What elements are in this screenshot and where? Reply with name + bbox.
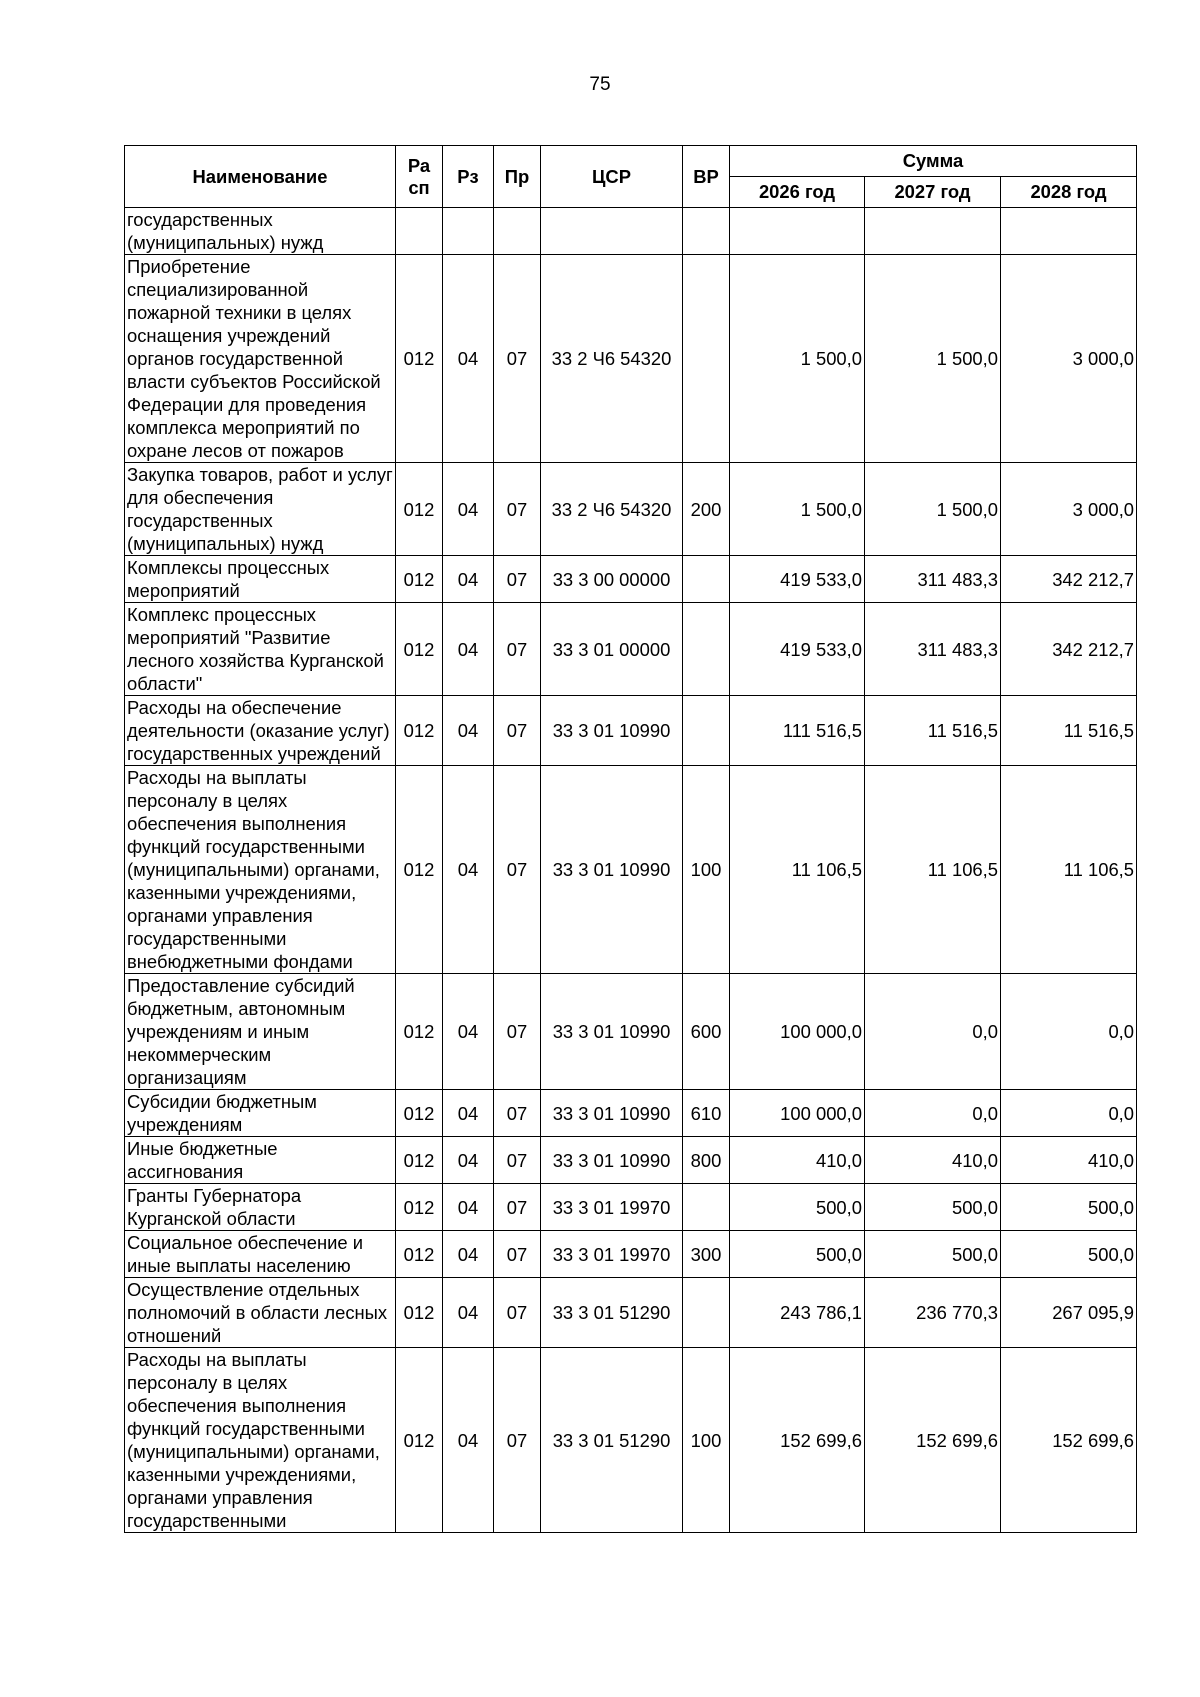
cell-sum-2026: 111 516,5 [730, 696, 865, 766]
cell-rz: 04 [443, 974, 494, 1090]
cell-sum-2026: 243 786,1 [730, 1278, 865, 1348]
cell-vr: 200 [683, 463, 730, 556]
cell-pr: 07 [494, 1231, 541, 1278]
cell-vr: 100 [683, 766, 730, 974]
cell-rz: 04 [443, 766, 494, 974]
table-row [125, 1348, 1137, 1533]
cell-name: Субсидии бюджетным учреждениям [125, 1090, 396, 1137]
cell-name: Закупка товаров, работ и услуг для обеспечения государственных (муниципальных) нужд [125, 463, 396, 556]
cell-csr: 33 3 01 10990 [541, 1090, 683, 1137]
header-2026: 2026 год [730, 177, 865, 208]
cell-sum-2028 [1001, 208, 1137, 255]
cell-rasp: 012 [396, 603, 443, 696]
cell-csr: 33 3 01 51290 [541, 1278, 683, 1348]
cell-sum-2028: 152 699,6 [1001, 1348, 1137, 1533]
cell-vr [683, 1278, 730, 1348]
cell-rasp: 012 [396, 255, 443, 463]
cell-vr [683, 1184, 730, 1231]
cell-pr: 07 [494, 1184, 541, 1231]
cell-vr [683, 603, 730, 696]
cell-sum-2028: 500,0 [1001, 1231, 1137, 1278]
cell-rasp: 012 [396, 1231, 443, 1278]
cell-csr: 33 3 00 00000 [541, 556, 683, 603]
cell-csr: 33 3 01 10990 [541, 766, 683, 974]
cell-pr: 07 [494, 766, 541, 974]
cell-sum-2028: 342 212,7 [1001, 556, 1137, 603]
table-row [125, 1231, 1137, 1278]
cell-sum-2028: 0,0 [1001, 1090, 1137, 1137]
header-rasp: Ра сп [396, 146, 443, 208]
cell-sum-2026: 11 106,5 [730, 766, 865, 974]
cell-pr: 07 [494, 603, 541, 696]
table-row [125, 1278, 1137, 1348]
cell-vr [683, 556, 730, 603]
cell-sum-2027: 311 483,3 [865, 603, 1001, 696]
table-row [125, 766, 1137, 974]
cell-rz: 04 [443, 556, 494, 603]
cell-pr [494, 208, 541, 255]
cell-vr [683, 208, 730, 255]
table-body [125, 208, 1137, 1533]
table-row [125, 1184, 1137, 1231]
cell-sum-2027: 500,0 [865, 1231, 1001, 1278]
cell-sum-2028: 267 095,9 [1001, 1278, 1137, 1348]
table-row [125, 556, 1137, 603]
cell-sum-2028: 11 106,5 [1001, 766, 1137, 974]
cell-sum-2028: 500,0 [1001, 1184, 1137, 1231]
cell-sum-2027: 500,0 [865, 1184, 1001, 1231]
cell-sum-2028: 3 000,0 [1001, 255, 1137, 463]
cell-rasp: 012 [396, 1184, 443, 1231]
cell-sum-2026: 410,0 [730, 1137, 865, 1184]
cell-sum-2026: 1 500,0 [730, 255, 865, 463]
cell-name: Расходы на выплаты персоналу в целях обеспечения выполнения функций государственными (муниципальными) органами, казенными учреждениями, органами управления государственными внебюджетными фондами [125, 766, 396, 974]
cell-csr: 33 3 01 19970 [541, 1184, 683, 1231]
header-pr: Пр [494, 146, 541, 208]
header-2027: 2027 год [865, 177, 1001, 208]
budget-table [124, 145, 1137, 1533]
cell-sum-2026: 100 000,0 [730, 1090, 865, 1137]
cell-rasp: 012 [396, 696, 443, 766]
cell-sum-2028: 3 000,0 [1001, 463, 1137, 556]
cell-rasp: 012 [396, 974, 443, 1090]
cell-vr [683, 696, 730, 766]
cell-csr: 33 3 01 19970 [541, 1231, 683, 1278]
cell-rasp: 012 [396, 766, 443, 974]
cell-pr: 07 [494, 696, 541, 766]
cell-sum-2028: 410,0 [1001, 1137, 1137, 1184]
cell-sum-2026 [730, 208, 865, 255]
cell-rasp: 012 [396, 1278, 443, 1348]
cell-csr: 33 3 01 10990 [541, 974, 683, 1090]
cell-rz: 04 [443, 463, 494, 556]
cell-name: государственных (муниципальных) нужд [125, 208, 396, 255]
cell-pr: 07 [494, 1348, 541, 1533]
cell-pr: 07 [494, 463, 541, 556]
header-sum: Сумма [730, 146, 1137, 177]
cell-sum-2027: 0,0 [865, 1090, 1001, 1137]
cell-name: Гранты Губернатора Курганской области [125, 1184, 396, 1231]
cell-sum-2027: 1 500,0 [865, 463, 1001, 556]
table-row [125, 974, 1137, 1090]
cell-rz: 04 [443, 1231, 494, 1278]
cell-sum-2027: 1 500,0 [865, 255, 1001, 463]
cell-sum-2026: 419 533,0 [730, 556, 865, 603]
cell-rz [443, 208, 494, 255]
cell-sum-2028: 11 516,5 [1001, 696, 1137, 766]
table-row [125, 696, 1137, 766]
cell-sum-2027 [865, 208, 1001, 255]
cell-rasp: 012 [396, 1348, 443, 1533]
cell-vr: 610 [683, 1090, 730, 1137]
cell-rasp: 012 [396, 556, 443, 603]
cell-rz: 04 [443, 255, 494, 463]
cell-sum-2028: 0,0 [1001, 974, 1137, 1090]
table-row [125, 463, 1137, 556]
cell-name: Предоставление субсидий бюджетным, автономным учреждениям и иным некоммерческим организациям [125, 974, 396, 1090]
cell-csr [541, 208, 683, 255]
cell-rz: 04 [443, 696, 494, 766]
cell-sum-2027: 410,0 [865, 1137, 1001, 1184]
header-csr: ЦСР [541, 146, 683, 208]
header-vr: ВР [683, 146, 730, 208]
cell-rz: 04 [443, 603, 494, 696]
cell-sum-2027: 0,0 [865, 974, 1001, 1090]
cell-name: Социальное обеспечение и иные выплаты населению [125, 1231, 396, 1278]
cell-csr: 33 3 01 10990 [541, 1137, 683, 1184]
table-row [125, 603, 1137, 696]
header-rz: Рз [443, 146, 494, 208]
table-header [125, 146, 1137, 208]
cell-sum-2027: 236 770,3 [865, 1278, 1001, 1348]
cell-rasp: 012 [396, 463, 443, 556]
cell-pr: 07 [494, 974, 541, 1090]
cell-name: Иные бюджетные ассигнования [125, 1137, 396, 1184]
cell-vr: 800 [683, 1137, 730, 1184]
table-row [125, 1090, 1137, 1137]
cell-csr: 33 2 Ч6 54320 [541, 463, 683, 556]
cell-rz: 04 [443, 1090, 494, 1137]
cell-name: Расходы на выплаты персоналу в целях обеспечения выполнения функций государственными (муниципальными) органами, казенными учреждениями, органами управления государственными [125, 1348, 396, 1533]
cell-name: Комплекс процессных мероприятий "Развитие лесного хозяйства Курганской области" [125, 603, 396, 696]
cell-pr: 07 [494, 556, 541, 603]
cell-vr: 100 [683, 1348, 730, 1533]
cell-sum-2026: 152 699,6 [730, 1348, 865, 1533]
cell-rasp: 012 [396, 1090, 443, 1137]
cell-rz: 04 [443, 1278, 494, 1348]
cell-csr: 33 3 01 51290 [541, 1348, 683, 1533]
cell-name: Осуществление отдельных полномочий в области лесных отношений [125, 1278, 396, 1348]
cell-sum-2027: 152 699,6 [865, 1348, 1001, 1533]
table-row [125, 208, 1137, 255]
cell-name: Приобретение специализированной пожарной техники в целях оснащения учреждений органов государственной власти субъектов Российской Федерации для проведения комплекса мероприятий по охране лесов от пожаров [125, 255, 396, 463]
header-name: Наименование [125, 146, 396, 208]
cell-vr: 600 [683, 974, 730, 1090]
table-row [125, 1137, 1137, 1184]
cell-vr: 300 [683, 1231, 730, 1278]
cell-rz: 04 [443, 1348, 494, 1533]
cell-sum-2027: 11 516,5 [865, 696, 1001, 766]
cell-rasp: 012 [396, 1137, 443, 1184]
cell-name: Расходы на обеспечение деятельности (оказание услуг) государственных учреждений [125, 696, 396, 766]
header-2028: 2028 год [1001, 177, 1137, 208]
cell-csr: 33 3 01 00000 [541, 603, 683, 696]
cell-rz: 04 [443, 1184, 494, 1231]
cell-sum-2028: 342 212,7 [1001, 603, 1137, 696]
cell-sum-2026: 500,0 [730, 1184, 865, 1231]
cell-sum-2026: 500,0 [730, 1231, 865, 1278]
cell-pr: 07 [494, 255, 541, 463]
cell-sum-2026: 419 533,0 [730, 603, 865, 696]
cell-vr [683, 255, 730, 463]
cell-pr: 07 [494, 1278, 541, 1348]
cell-name: Комплексы процессных мероприятий [125, 556, 396, 603]
cell-sum-2027: 311 483,3 [865, 556, 1001, 603]
cell-rasp [396, 208, 443, 255]
cell-pr: 07 [494, 1090, 541, 1137]
cell-rz: 04 [443, 1137, 494, 1184]
cell-sum-2026: 1 500,0 [730, 463, 865, 556]
page-number: 75 [589, 74, 611, 95]
cell-csr: 33 3 01 10990 [541, 696, 683, 766]
cell-pr: 07 [494, 1137, 541, 1184]
cell-csr: 33 2 Ч6 54320 [541, 255, 683, 463]
cell-sum-2026: 100 000,0 [730, 974, 865, 1090]
cell-sum-2027: 11 106,5 [865, 766, 1001, 974]
table-row [125, 255, 1137, 463]
